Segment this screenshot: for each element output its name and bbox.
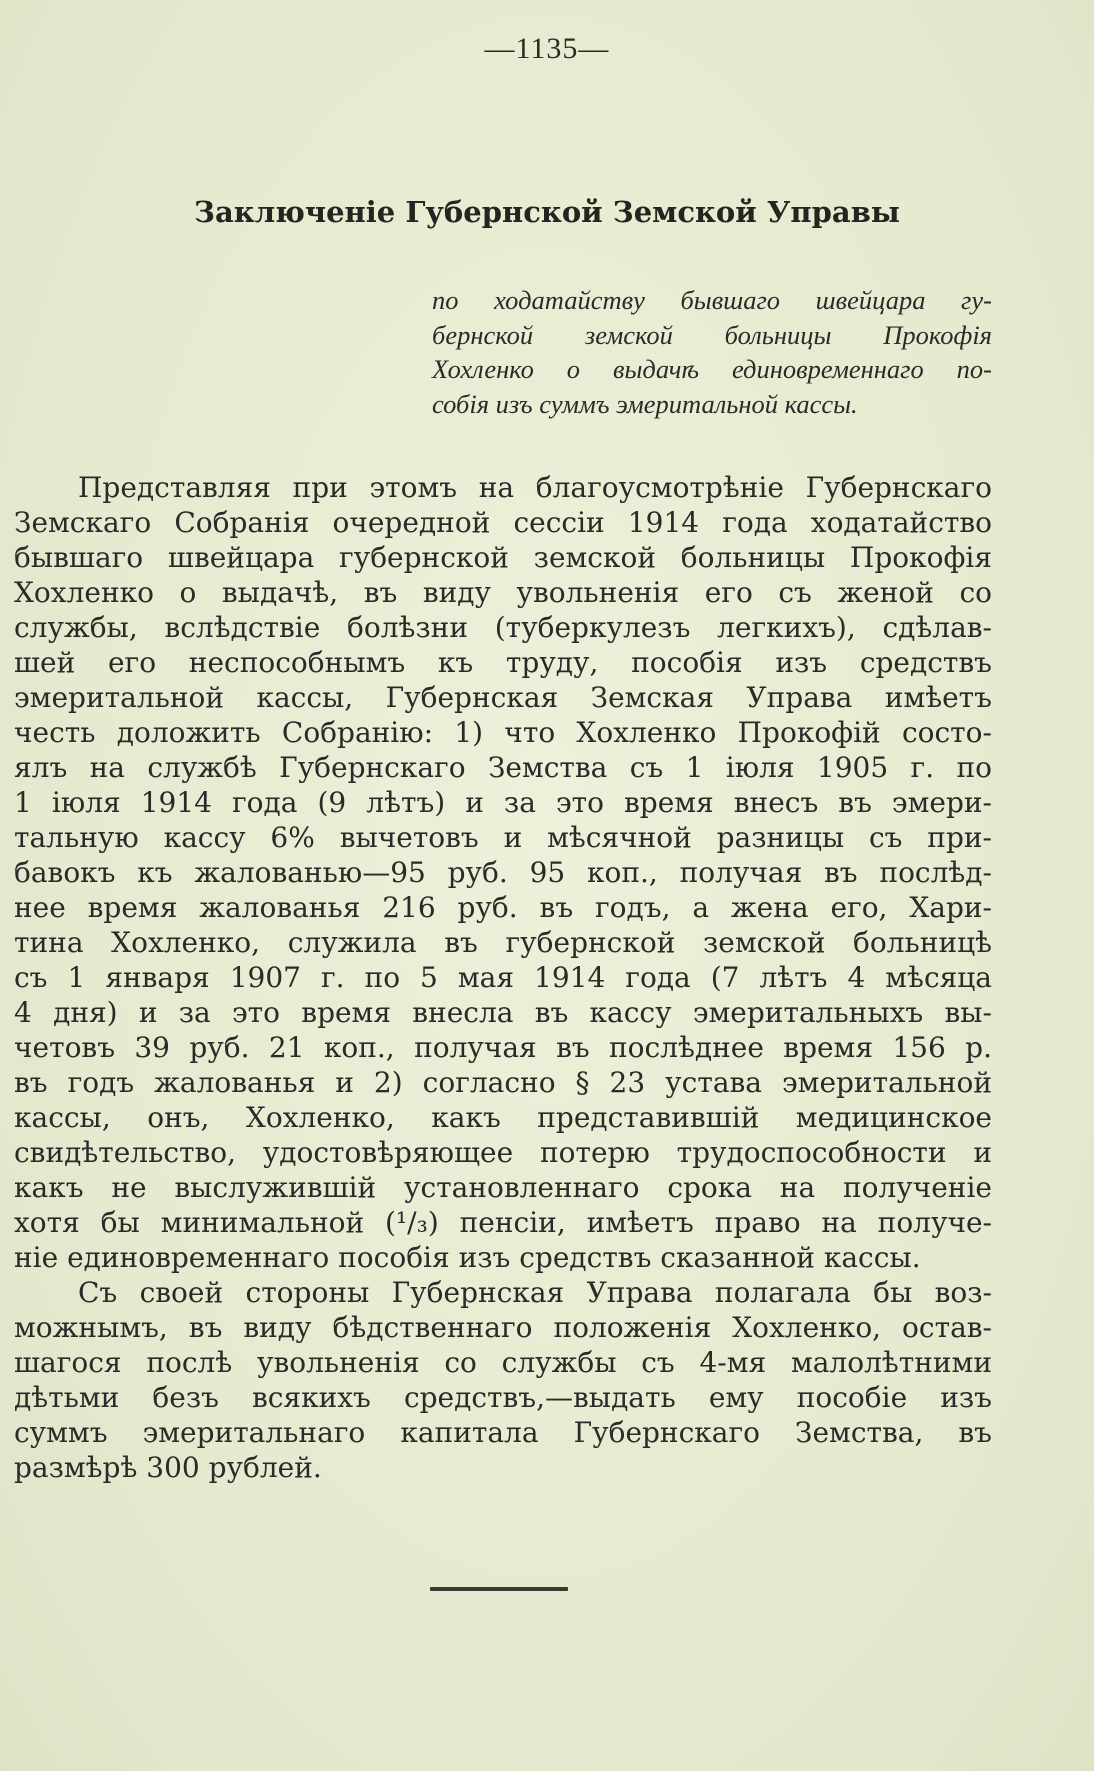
text-line: тальную кассу 6% вычетовъ и мѣсячной разницы съ при- (14, 821, 992, 854)
text-line: Хохленко о выдачѣ, въ виду увольненiя его съ женой со (14, 576, 992, 609)
text-line: тина Хохленко, служила въ губернской земской больницѣ (14, 926, 992, 959)
closing-rule (430, 1587, 568, 1591)
paragraph-2 (14, 1275, 992, 1485)
page-number: —1135— (484, 32, 610, 65)
text-line: службы, вслѣдствiе болѣзни (туберкулезъ легкихъ), сдѣлав- (14, 611, 992, 644)
text-line: какъ не выслужившiй установленнаго срока на полученiе (14, 1171, 992, 1204)
text-line: честь доложить Собранiю: 1) что Хохленко Прокофiй состо- (14, 716, 992, 749)
text-line: 1 iюля 1914 года (9 лѣтъ) и за это время внесъ въ эмери- (14, 786, 992, 819)
text-line: кассы, онъ, Хохленко, какъ представившiй медицинское (14, 1101, 992, 1134)
text-line: Представляя при этомъ на благоусмотрѣнiе Губернскаго (78, 471, 992, 504)
subtitle-line: собiя изъ суммъ эмеритальной кассы. (432, 388, 858, 419)
text-line: Съ своей стороны Губернская Управа полагала бы воз- (78, 1276, 992, 1309)
text-line: 4 дня) и за это время внесла въ кассу эмеритальныхъ вы- (14, 996, 992, 1029)
paragraph-1 (14, 470, 992, 1275)
text-line: ялъ на службѣ Губернскаго Земства съ 1 iюля 1905 г. по (14, 751, 992, 784)
subtitle-line: по ходатайству бывшаго швейцара гу- (432, 285, 992, 315)
subtitle-line: Хохленко о выдачѣ единовременнаго по- (432, 354, 992, 384)
text-line: нее время жалованья 216 руб. въ годъ, а жена его, Хари- (14, 891, 992, 924)
text-line: эмеритальной кассы, Губернская Земская Управа имѣетъ (14, 681, 992, 714)
text-line: четовъ 39 руб. 21 коп., получая въ послѣднее время 156 р. (14, 1031, 992, 1064)
text-line: шагося послѣ увольненiя со службы съ 4-мя малолѣтними (14, 1346, 992, 1379)
text-line: въ годъ жалованья и 2) согласно § 23 устава эмеритальной (14, 1066, 992, 1099)
text-line: суммъ эмеритальнаго капитала Губернскаго Земства, въ (14, 1416, 992, 1449)
text-line: можнымъ, въ виду бѣдственнаго положенiя Хохленко, остав- (14, 1311, 992, 1344)
body-text (14, 470, 992, 1485)
subtitle-line: бернской земской больницы Прокофiя (432, 319, 992, 350)
text-line: размѣрѣ 300 рублей. (14, 1451, 322, 1484)
document-subtitle (432, 283, 992, 421)
text-line: бавокъ къ жалованью—95 руб. 95 коп., получая въ послѣд- (14, 856, 992, 889)
text-line: свидѣтельство, удостовѣряющее потерю трудоспособности и (14, 1136, 992, 1169)
text-line: дѣтьми безъ всякихъ средствъ,—выдать ему пособiе изъ (14, 1381, 992, 1414)
document-title: Заключенiе Губернской Земской Управы (194, 195, 900, 229)
text-line: хотя бы минимальной (¹/₃) пенсiи, имѣетъ право на получе- (14, 1206, 992, 1239)
text-line: бывшаго швейцара губернской земской больницы Прокофiя (14, 541, 992, 574)
text-line: нiе единовременнаго пособiя изъ средствъ сказанной кассы. (14, 1241, 921, 1274)
text-line: шей его неспособнымъ къ труду, пособiя изъ средствъ (14, 646, 992, 679)
text-line: съ 1 января 1907 г. по 5 мая 1914 года (7 лѣтъ 4 мѣсяца (14, 961, 992, 994)
text-line: Земскаго Собранiя очередной сессiи 1914 года ходатайство (14, 506, 992, 539)
